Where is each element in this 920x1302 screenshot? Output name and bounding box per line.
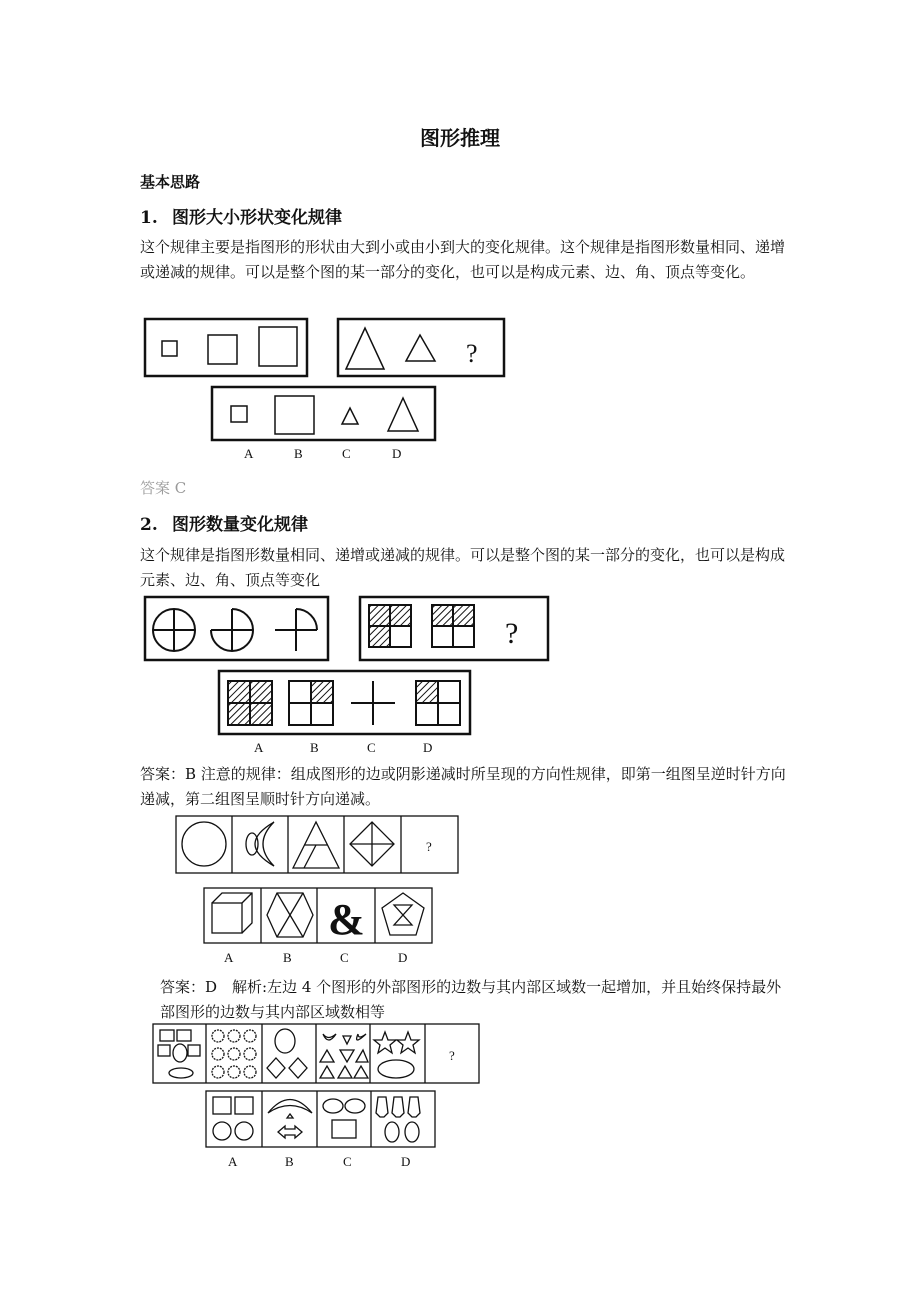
section-basic-heading: 基本思路 <box>140 173 201 191</box>
divided-diamond-icon <box>350 822 394 866</box>
figure1-options-box <box>212 387 435 440</box>
section1-answer: 答案 C <box>140 479 187 497</box>
figure2-label-a: A <box>254 740 264 755</box>
section2-answer: 答案：B 注意的规律：组成图形的边或阴影递减时所呈现的方向性规律，即第一组图呈逆时针方向递减，第二组图呈顺时针方向递减。 <box>140 765 786 808</box>
mixed-shapes-icon <box>320 1034 368 1078</box>
page-title: 图形推理 <box>420 126 500 150</box>
hexagon-icon <box>267 893 313 937</box>
figure3 <box>176 816 458 944</box>
figure4-labels <box>228 1154 410 1169</box>
question3-answer: 答案：D 解析:左边 4 个图形的外部图形的边数与其内部区域数一起增加，并且始终保持最外部图形的边数与其内部区域数相等 <box>160 978 782 1021</box>
option-b-square-icon <box>275 396 314 434</box>
hatched-grid-icon <box>432 605 474 647</box>
figure2 <box>145 597 548 734</box>
large-triangle-icon <box>346 328 384 369</box>
figure4-label-a: A <box>228 1154 238 1169</box>
section1-number: 1. <box>140 208 158 228</box>
stars-icon <box>374 1032 419 1078</box>
divided-triangle-icon <box>293 822 339 868</box>
figure1-label-a: A <box>244 446 254 461</box>
gears-group-icon <box>212 1030 256 1078</box>
section1-title: 图形大小形状变化规律 <box>172 208 342 228</box>
figure3-label-d: D <box>398 950 408 965</box>
figure1-label-b: B <box>294 446 303 461</box>
circle-icon <box>182 822 226 866</box>
section2-title: 图形数量变化规律 <box>172 515 308 535</box>
figure4-label-b: B <box>285 1154 294 1169</box>
section2-number: 2. <box>140 515 158 535</box>
figure3-label-b: B <box>283 950 292 965</box>
figure1-question-box-right <box>338 319 504 376</box>
option-a-shapes-icon <box>213 1097 253 1140</box>
medium-square-icon <box>208 335 237 364</box>
option-c-triangle-icon <box>342 408 358 424</box>
section1-paragraph: 这个规律主要是指图形的形状由大到小或由小到大的变化规律。这个规律是指图形数量相同、递增或递减的规律。可以是整个图的某一部分的变化，也可以是构成元素、边、角、顶点等变化。 <box>140 238 786 281</box>
small-square-icon <box>162 341 177 356</box>
question-mark: ? <box>466 339 478 368</box>
rectangles-group-icon <box>158 1030 200 1078</box>
hatched-grid-icon <box>369 605 411 647</box>
pentagon-icon <box>382 893 424 935</box>
question-mark: ? <box>449 1048 455 1063</box>
crescent-icon <box>246 822 274 866</box>
figure2-label-d: D <box>423 740 433 755</box>
option-d-triangle-icon <box>388 398 418 431</box>
figure3-label-a: A <box>224 950 234 965</box>
figure2-label-c: C <box>367 740 376 755</box>
figure2-label-b: B <box>310 740 319 755</box>
figure4-label-d: D <box>401 1154 411 1169</box>
question-mark: ? <box>426 839 432 854</box>
option-d-grid-icon <box>416 681 460 725</box>
option-b-arrows-icon <box>268 1100 312 1139</box>
option-c-shapes-icon <box>323 1099 365 1138</box>
option-d-shapes-icon <box>376 1097 420 1142</box>
figure1-labels <box>244 446 401 461</box>
figure1-label-c: C <box>342 446 351 461</box>
figure1-label-d: D <box>392 446 402 461</box>
option-a-square-icon <box>231 406 247 422</box>
figure4 <box>153 1024 479 1147</box>
option-a-grid-icon <box>228 681 272 725</box>
figure2-labels <box>254 740 432 755</box>
medium-triangle-icon <box>406 335 435 361</box>
circle-diamonds-icon <box>267 1029 307 1078</box>
option-c-cross-icon <box>351 681 395 725</box>
question-mark: ? <box>505 617 519 650</box>
figure1 <box>145 319 504 440</box>
large-square-icon <box>259 327 297 366</box>
figure3-labels <box>224 950 407 965</box>
cube-icon <box>212 893 252 933</box>
section2-paragraph: 这个规律是指图形数量相同、递增或递减的规律。可以是整个图的某一部分的变化，也可以是构成元素、边、角、顶点等变化 <box>140 546 786 589</box>
figure3-label-c: C <box>340 950 349 965</box>
figure4-label-c: C <box>343 1154 352 1169</box>
option-b-grid-icon <box>289 681 333 725</box>
quarter-circle-icon <box>296 609 317 630</box>
ampersand-icon: & <box>328 895 365 944</box>
